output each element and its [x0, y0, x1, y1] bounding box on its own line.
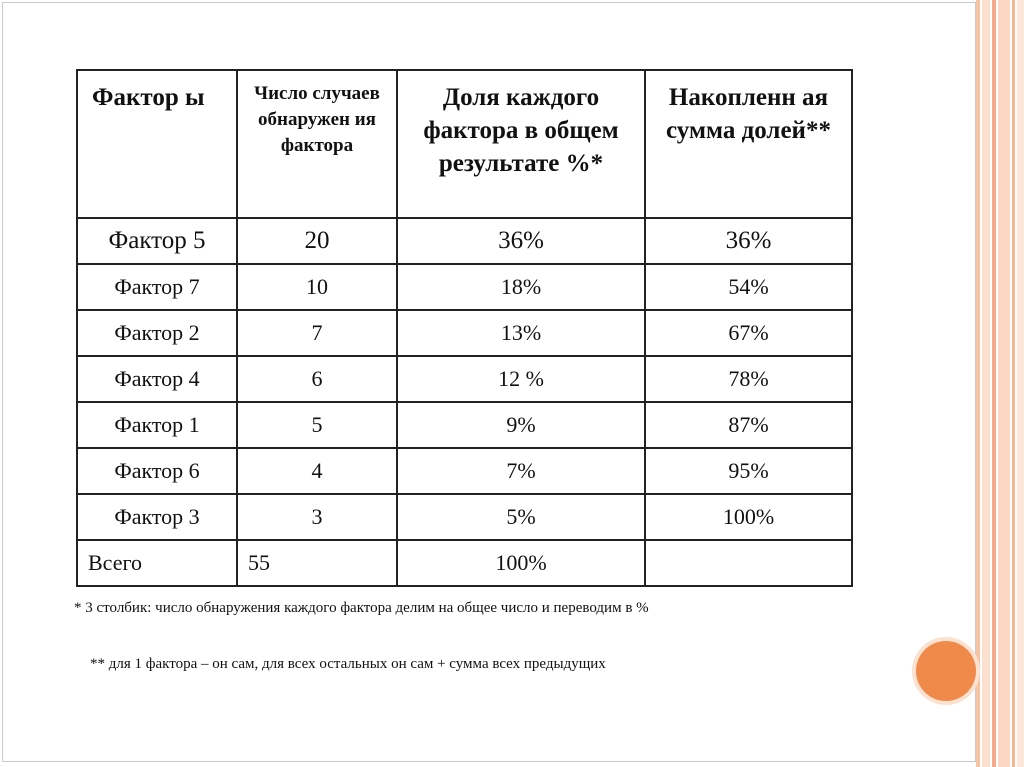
table-row — [77, 310, 852, 356]
footnote-share: * 3 столбик: число обнаружения каждого фактора делим на общее число и переводим в % — [74, 600, 649, 616]
cell-cumulative: 67% — [645, 310, 852, 356]
header-share: Доля каждого фактора в общем результате %* — [397, 70, 645, 218]
cell-cumulative: 78% — [645, 356, 852, 402]
cell-count: 7 — [237, 310, 397, 356]
cell-count: 10 — [237, 264, 397, 310]
table-header-row — [77, 70, 852, 218]
cell-count: 3 — [237, 494, 397, 540]
cell-factor: Фактор 4 — [77, 356, 237, 402]
cell-factor: Фактор 5 — [77, 218, 237, 264]
cell-share: 18% — [397, 264, 645, 310]
cell-factor: Фактор 6 — [77, 448, 237, 494]
cell-total-cumulative — [645, 540, 852, 586]
header-cases-count: Число случаев обнаружен ия фактора — [237, 70, 397, 218]
footnote-cumulative: ** для 1 фактора – он сам, для всех остальных он сам + сумма всех предыдущих — [90, 656, 606, 672]
cell-share: 7% — [397, 448, 645, 494]
cell-total-count: 55 — [237, 540, 397, 586]
table-row — [77, 264, 852, 310]
decorative-stripes — [976, 0, 1024, 767]
factors-table — [76, 69, 853, 587]
table-row — [77, 494, 852, 540]
table-row — [77, 402, 852, 448]
table-row — [77, 356, 852, 402]
cell-cumulative: 95% — [645, 448, 852, 494]
cell-share: 5% — [397, 494, 645, 540]
header-cumulative: Накопленн ая сумма долей** — [645, 70, 852, 218]
cell-cumulative: 54% — [645, 264, 852, 310]
cell-total-label: Всего — [77, 540, 237, 586]
cell-share: 9% — [397, 402, 645, 448]
table-row — [77, 218, 852, 264]
cell-cumulative: 87% — [645, 402, 852, 448]
cell-factor: Фактор 7 — [77, 264, 237, 310]
cell-factor: Фактор 1 — [77, 402, 237, 448]
cell-count: 5 — [237, 402, 397, 448]
cell-share: 36% — [397, 218, 645, 264]
table-total-row — [77, 540, 852, 586]
cell-total-share: 100% — [397, 540, 645, 586]
cell-count: 20 — [237, 218, 397, 264]
cell-factor: Фактор 3 — [77, 494, 237, 540]
header-factors: Фактор ы — [77, 70, 237, 218]
cell-share: 12 % — [397, 356, 645, 402]
cell-count: 6 — [237, 356, 397, 402]
cell-cumulative: 100% — [645, 494, 852, 540]
cell-factor: Фактор 2 — [77, 310, 237, 356]
cell-share: 13% — [397, 310, 645, 356]
table-row — [77, 448, 852, 494]
cell-count: 4 — [237, 448, 397, 494]
cell-cumulative: 36% — [645, 218, 852, 264]
accent-circle — [916, 641, 976, 701]
